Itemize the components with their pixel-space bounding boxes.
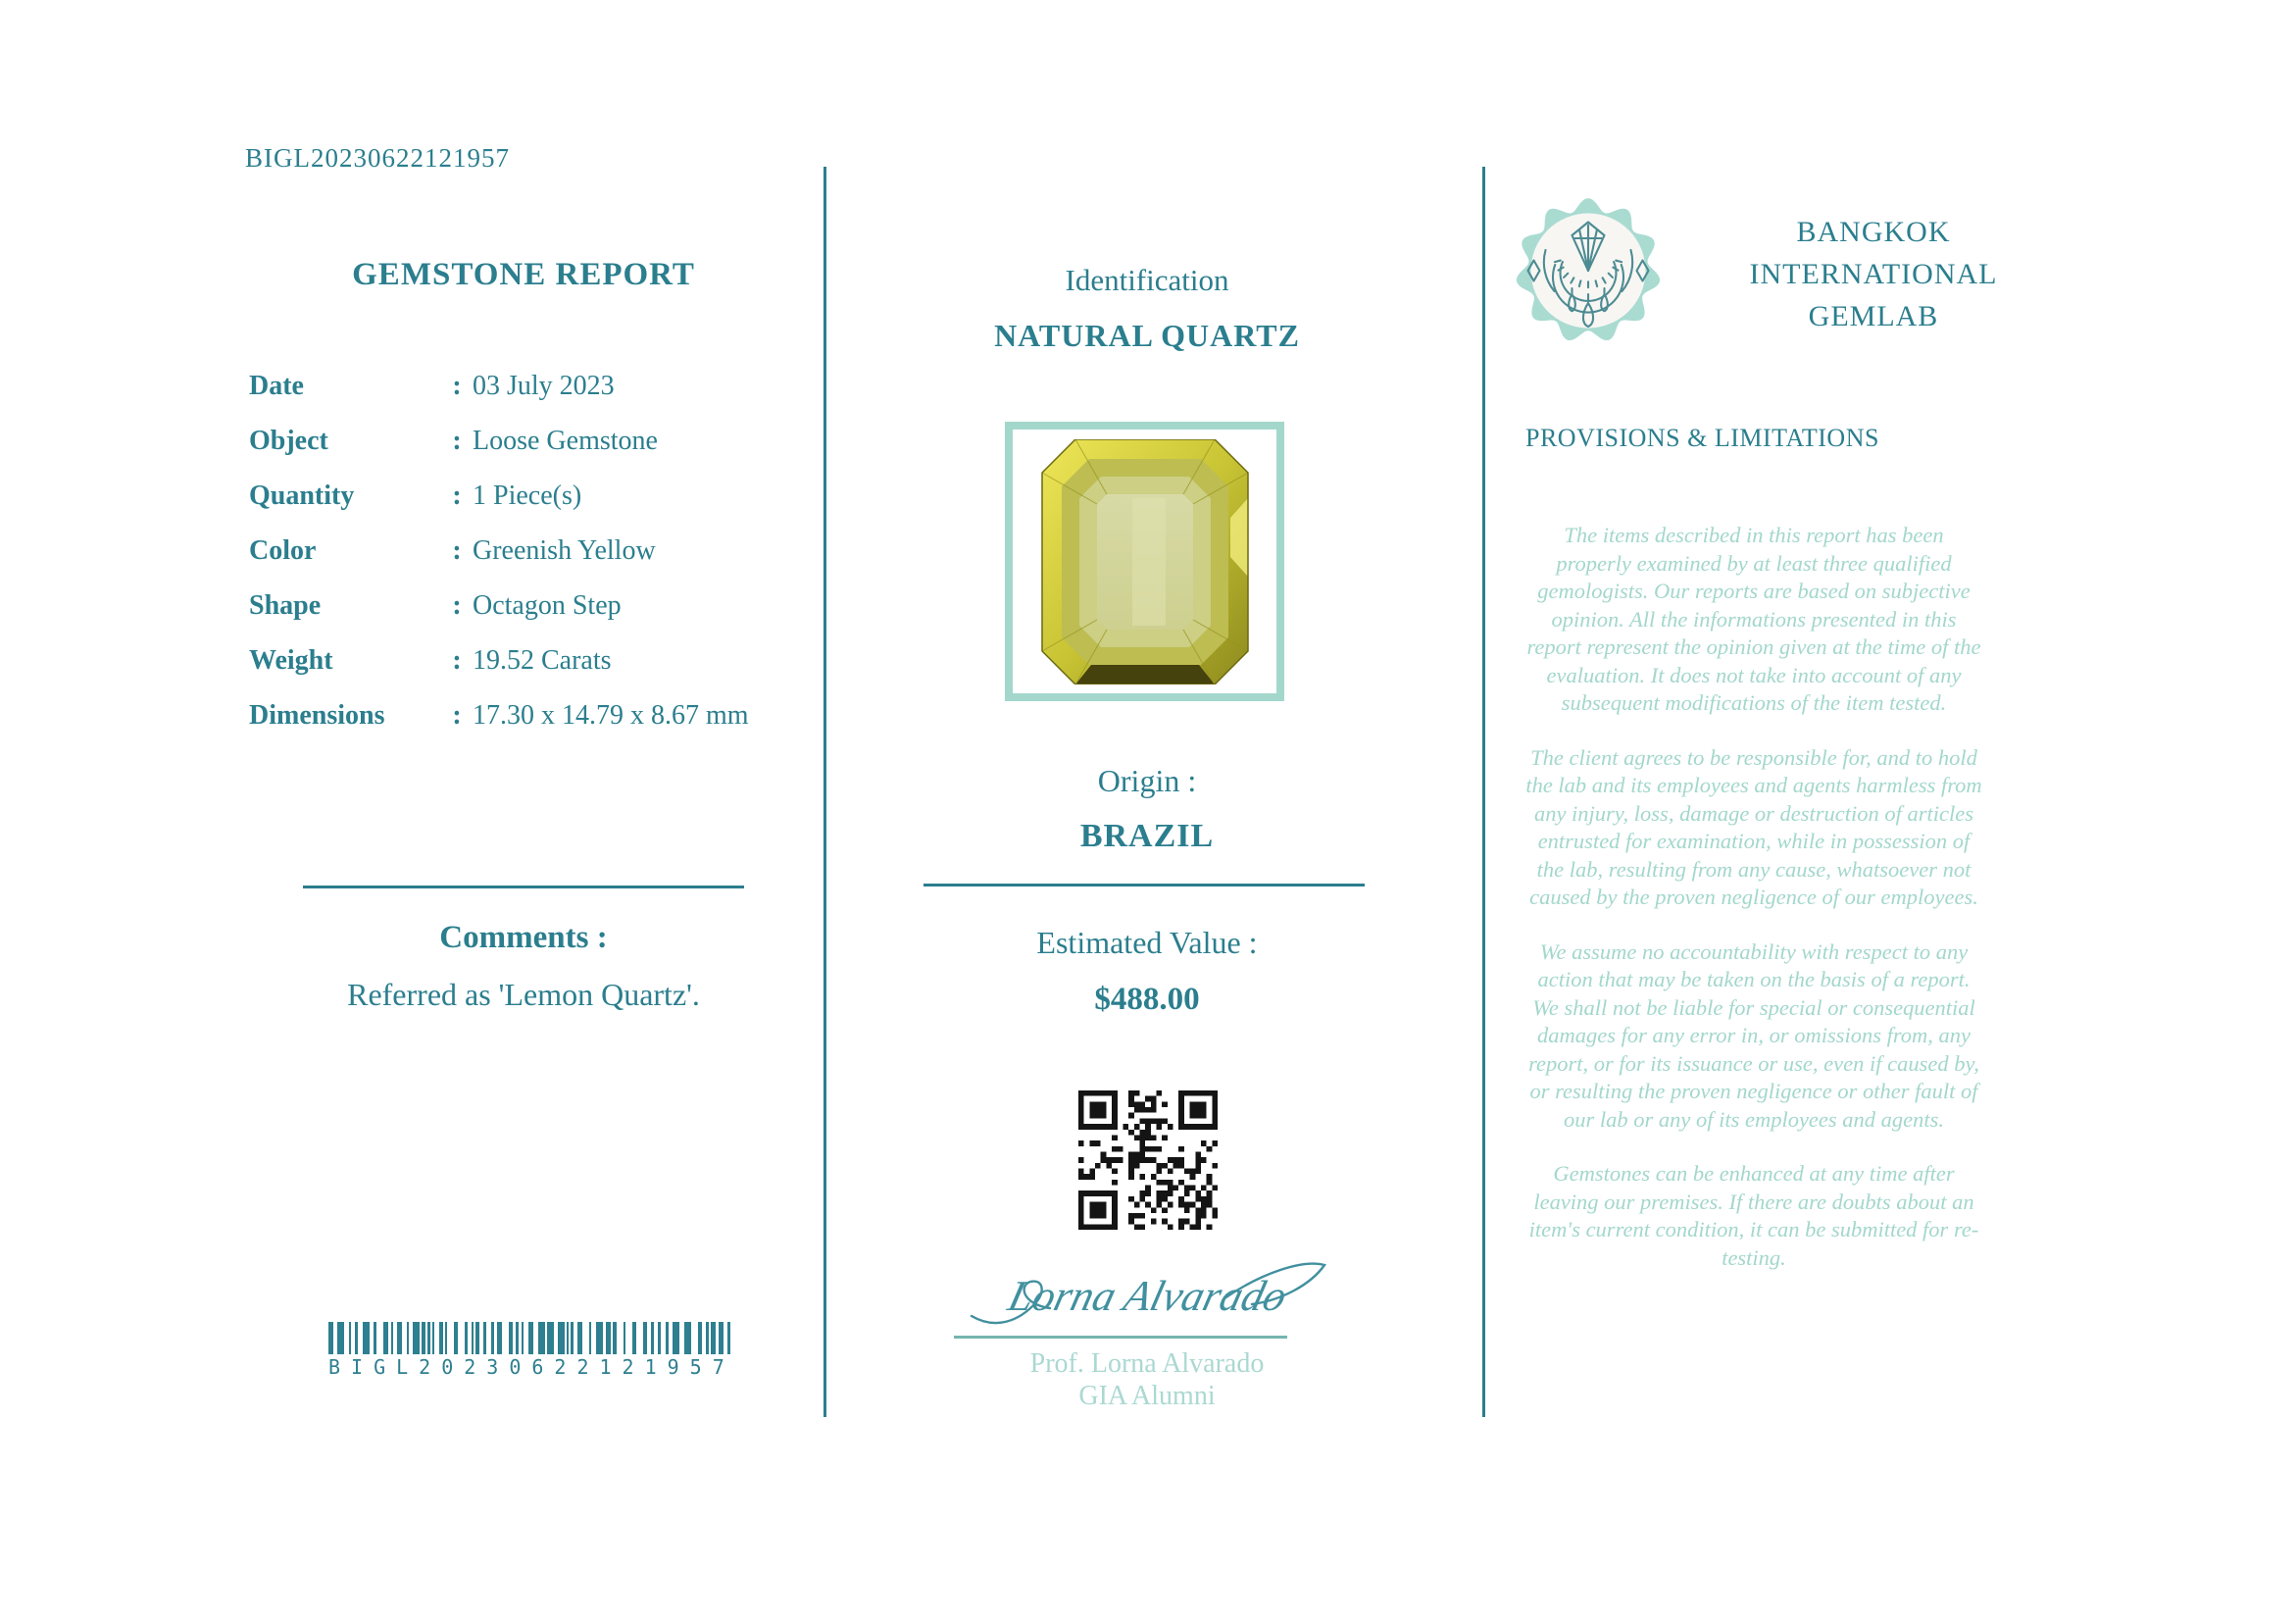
report-number: BIGL20230622121957 bbox=[245, 143, 510, 173]
provisions-paragraph: The items described in this report has been properly examined by at least three qualified gemologists. Our reports are based on subjective opinion. All the informations presented in this report represent the opinion given at the time of the evaluation. It does not take into account of any subsequent modifications of the item tested. bbox=[1526, 523, 1981, 715]
origin-label: Origin : bbox=[1097, 763, 1197, 798]
field-label: Weight bbox=[249, 645, 333, 676]
value-divider bbox=[923, 884, 1365, 886]
field-label: Quantity bbox=[249, 481, 355, 511]
field-label: Date bbox=[249, 371, 304, 401]
gem-photo bbox=[1041, 439, 1249, 684]
field-value: 03 July 2023 bbox=[473, 371, 615, 401]
field-row-dimensions bbox=[249, 700, 798, 755]
lab-name bbox=[1683, 211, 2064, 337]
column-divider-right bbox=[1482, 167, 1485, 1417]
field-row-shape bbox=[249, 590, 798, 645]
lab-header bbox=[1515, 194, 2064, 353]
identification-value: NATURAL QUARTZ bbox=[994, 318, 1300, 353]
provisions-heading: PROVISIONS & LIMITATIONS bbox=[1525, 424, 1879, 452]
field-value: 17.30 x 14.79 x 8.67 mm bbox=[473, 700, 749, 731]
field-row-date bbox=[249, 371, 798, 426]
comments-heading: Comments : bbox=[439, 920, 608, 955]
signatory-title: GIA Alumni bbox=[1078, 1381, 1216, 1411]
field-row-weight bbox=[249, 645, 798, 700]
identification-heading: Identification bbox=[1065, 263, 1229, 297]
field-row-color bbox=[249, 535, 798, 590]
lab-name-line: GEMLAB bbox=[1808, 299, 1939, 332]
estimated-value: $488.00 bbox=[1094, 982, 1200, 1017]
qr-code-image bbox=[1078, 1090, 1218, 1230]
field-colon: : bbox=[452, 590, 462, 621]
field-colon: : bbox=[452, 645, 462, 676]
field-value: Loose Gemstone bbox=[473, 426, 658, 456]
column-divider-left bbox=[824, 167, 826, 1417]
provisions-paragraph: Gemstones can be enhanced at any time after leaving our premises. If there are doubts about an item's current condition, it can be submitted for re-testing. bbox=[1528, 1161, 1979, 1270]
report-fields bbox=[249, 371, 798, 755]
field-colon: : bbox=[452, 535, 462, 566]
signature-image bbox=[966, 1253, 1328, 1336]
signature-line bbox=[954, 1336, 1287, 1339]
field-colon: : bbox=[452, 700, 462, 731]
origin-value: BRAZIL bbox=[1079, 818, 1215, 854]
gemlab-logo-icon bbox=[1515, 194, 1662, 353]
field-value: 1 Piece(s) bbox=[473, 481, 582, 511]
field-label: Dimensions bbox=[249, 700, 385, 731]
estimated-value-label: Estimated Value : bbox=[1036, 925, 1258, 960]
field-colon: : bbox=[452, 426, 462, 456]
qr-code bbox=[1078, 1090, 1218, 1230]
field-value: Octagon Step bbox=[473, 590, 622, 621]
field-colon: : bbox=[452, 481, 462, 511]
signatory-name: Prof. Lorna Alvarado bbox=[1029, 1348, 1265, 1379]
field-row-quantity bbox=[249, 481, 798, 535]
provisions-paragraphs bbox=[1525, 522, 1982, 1298]
lab-name-line: INTERNATIONAL bbox=[1749, 257, 1998, 290]
barcode-bars bbox=[328, 1322, 730, 1354]
comments-text: Referred as 'Lemon Quartz'. bbox=[347, 977, 700, 1012]
gemstone-report-title: GEMSTONE REPORT bbox=[352, 257, 695, 292]
signature-name: Lorna Alvarado bbox=[1003, 1271, 1292, 1320]
field-label: Color bbox=[249, 535, 317, 566]
field-value: Greenish Yellow bbox=[473, 535, 656, 566]
lab-name-line: BANGKOK bbox=[1796, 215, 1951, 248]
signatory-block bbox=[873, 1347, 1422, 1412]
barcode-text: BIGL20230622121957 bbox=[328, 1355, 735, 1379]
barcode bbox=[328, 1322, 735, 1379]
field-colon: : bbox=[452, 371, 462, 401]
provisions-paragraph: The client agrees to be responsible for, and to hold the lab and its employees and agents harmless from any injury, loss, damage or destruction of articles entrusted for examination, while in possession of the lab, resulting from any cause, whatsoever not caused by the proven negligence of our employees. bbox=[1525, 744, 1982, 909]
comments-divider bbox=[303, 886, 744, 888]
gem-photo-frame bbox=[1005, 422, 1284, 701]
field-label: Shape bbox=[249, 590, 322, 621]
field-label: Object bbox=[249, 426, 328, 456]
provisions-paragraph: We assume no accountability with respect to any action that may be taken on the basis of a report. We shall not be liable for special or consequential damages for any error in, or omissions from, any report, or for its issuance or use, even if caused by, or resulting the proven negligence or other fault of our lab or any of its employees and agents. bbox=[1528, 938, 1979, 1132]
field-row-object bbox=[249, 426, 798, 481]
field-value: 19.52 Carats bbox=[473, 645, 612, 676]
